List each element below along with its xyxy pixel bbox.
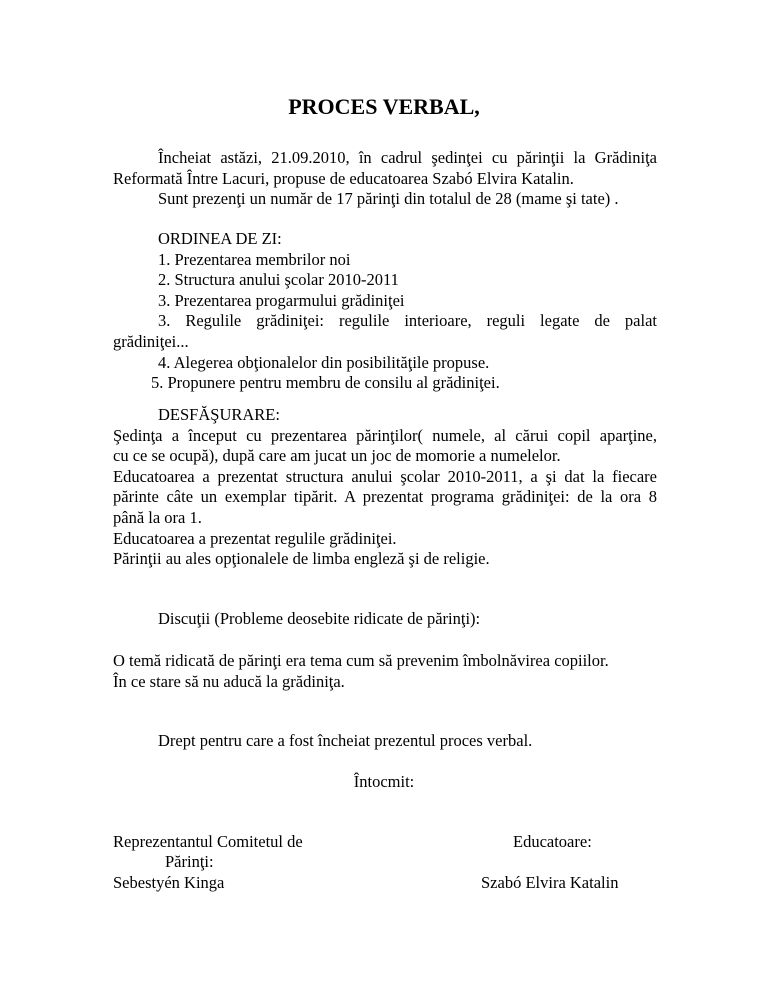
- agenda-item: 2. Structura anului şcolar 2010-2011: [158, 270, 399, 290]
- proceedings-line: Părinţii au ales opţionalele de limba engleză şi de religie.: [113, 549, 490, 569]
- intro-line-2: Reformată Între Lacuri, propuse de educatoarea Szabó Elvira Katalin.: [113, 168, 574, 188]
- educator-role: Educatoare:: [513, 832, 592, 851]
- committee-role-line-2: Părinţi:: [165, 852, 214, 871]
- discussion-heading: Discuţii (Probleme deosebite ridicate de părinţi):: [158, 609, 481, 628]
- agenda-heading: ORDINEA DE ZI:: [158, 229, 282, 248]
- attendance-line: Sunt prezenţi un număr de 17 părinţi din totalul de 28 (mame şi tate) .: [158, 189, 619, 209]
- discussion-section: [113, 651, 657, 692]
- discussion-line: O temă ridicată de părinţi era tema cum să prevenim îmbolnăvirea copiilor.: [113, 651, 609, 670]
- committee-representative-name: Sebestyén Kinga: [113, 873, 225, 892]
- agenda-item: 3. Regulile grădiniţei: regulile interioare, reguli legate de palat: [158, 311, 657, 331]
- closing-block: [113, 731, 657, 752]
- agenda-section: [113, 229, 657, 394]
- discussion-heading-block: [113, 609, 657, 630]
- discussion-line: În ce stare să nu aducă la grădiniţa.: [113, 671, 345, 691]
- proceedings-line: până la ora 1.: [113, 507, 202, 527]
- proceedings-line: părinte câte un exemplar tipărit. A prezentat programa grădiniţei: de la ora 8: [113, 487, 657, 507]
- proceedings-line: Şedinţa a început cu prezentarea părinţilor( numele, al cărui copil aparţine,: [113, 425, 657, 445]
- agenda-item-continuation: grădiniţei...: [113, 331, 189, 351]
- closing-statement: Drept pentru care a fost încheiat prezentul proces verbal.: [158, 731, 533, 750]
- prepared-by-label: Întocmit:: [353, 772, 415, 791]
- committee-role-line-1: Reprezentantul Comitetul de: [113, 832, 303, 851]
- educator-name: Szabó Elvira Katalin: [481, 873, 619, 892]
- intro-section: [113, 148, 657, 210]
- proceedings-heading: DESFĂŞURARE:: [158, 405, 280, 424]
- agenda-item: 4. Alegerea obţionalelor din posibilităţile propuse.: [158, 352, 490, 372]
- agenda-item: 3. Prezentarea progarmului grădiniţei: [158, 290, 405, 310]
- agenda-item: 5. Propunere pentru membru de consilu al grădiniţei.: [151, 373, 500, 393]
- intro-line-1: Încheiat astăzi, 21.09.2010, în cadrul şedinţei cu părinţii la Grădiniţa: [158, 148, 657, 167]
- proceedings-line: Educatoarea a prezentat structura anului şcolar 2010-2011, a şi dat la fiecare: [113, 466, 657, 486]
- proceedings-line: cu ce se ocupă), după care am jucat un joc de momorie a numelelor.: [113, 446, 561, 466]
- agenda-item: 1. Prezentarea membrilor noi: [158, 249, 351, 269]
- document-title: PROCES VERBAL,: [288, 94, 480, 119]
- proceedings-section: [113, 405, 657, 570]
- proceedings-line: Educatoarea a prezentat regulile grădiniţei.: [113, 528, 397, 548]
